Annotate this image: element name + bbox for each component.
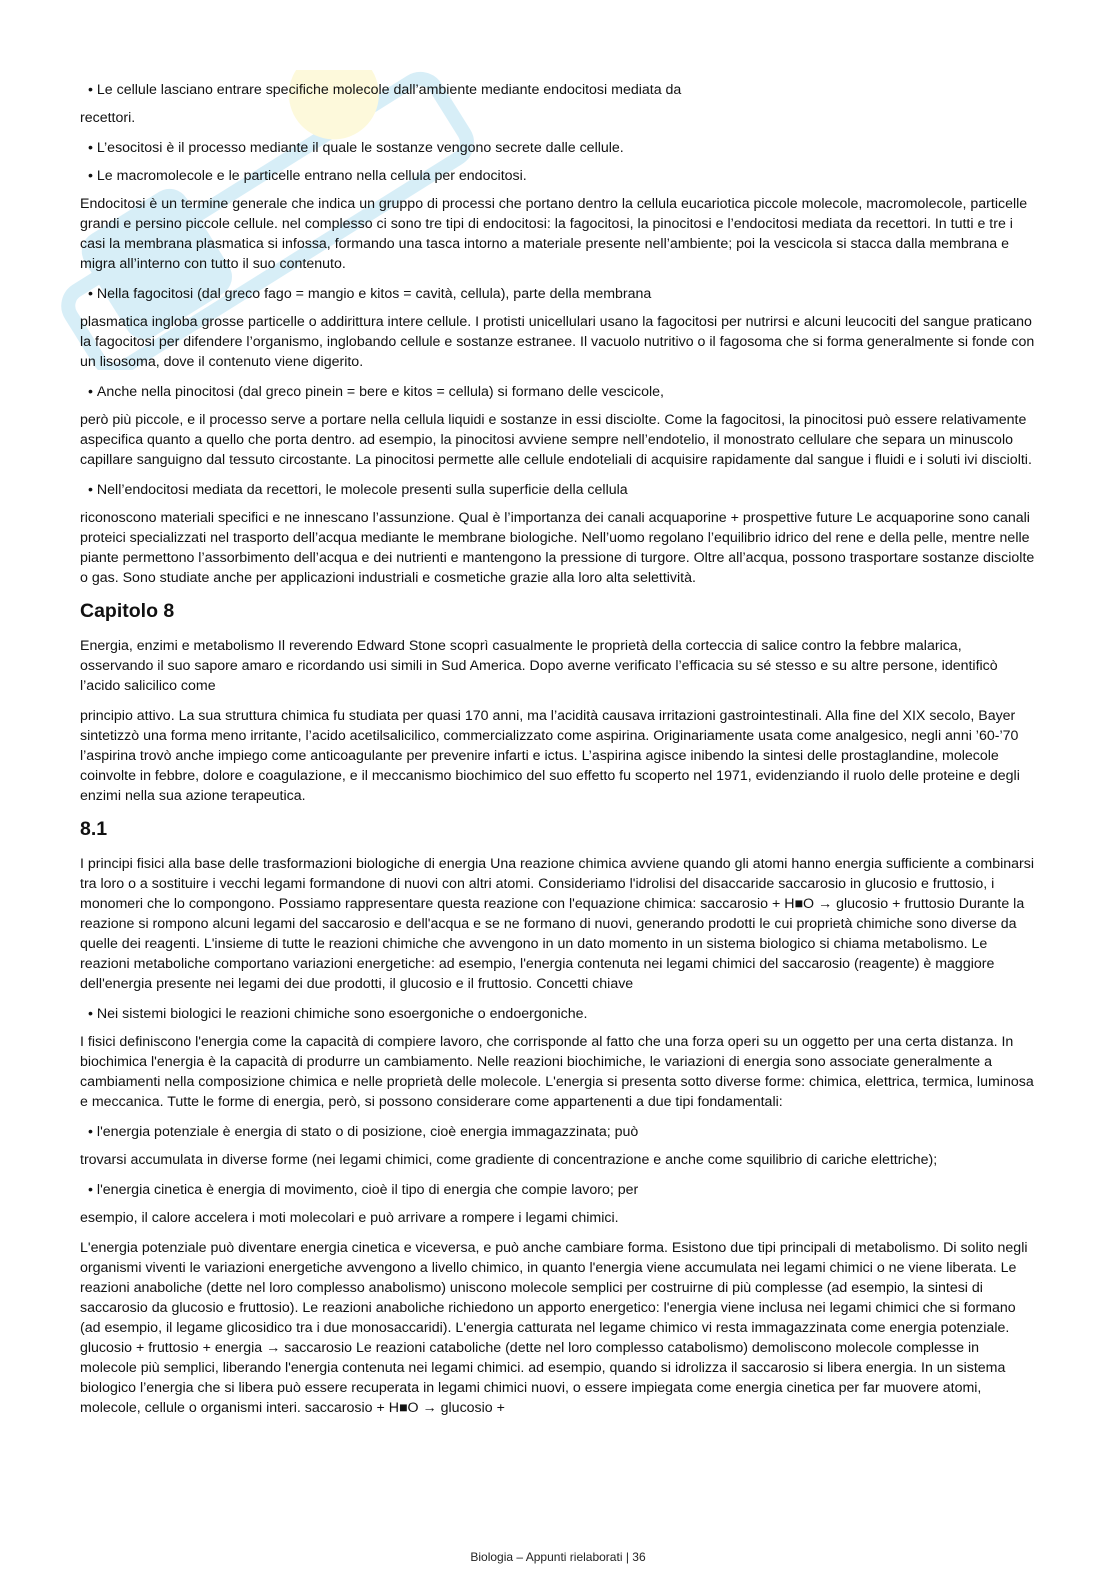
paragraph: recettori. xyxy=(80,110,136,126)
bullet-item: • Nell’endocitosi mediata da recettori, le molecole presenti sulla superficie della cellula xyxy=(80,480,1036,500)
paragraph: plasmatica ingloba grosse particelle o addirittura intere cellule. I protisti unicellulari usano la fagocitosi per nutrirsi e alcuni leucociti del sangue praticano la fagocitosi per difendere l’organismo, inglobando cellule e sostanze estranee. Il vacuolo nutritivo o il fagosoma che si forma generalmente si fonde con un lisosoma, dove il contenuto viene digerito. xyxy=(80,314,1035,370)
paragraph: Endocitosi è un termine generale che indica un gruppo di processi che portano dentro la cellula eucariotica piccole molecole, macromolecole, particelle grandi e persino piccole cellule. nel complesso ci sono tre tipi di endocitosi: la fagocitosi, la pinocitosi e l’endocitosi mediata da recettori. In tutti e tre i casi la membrana plasmatica si infossa, formando una tasca intorno a materiale presente nell’ambiente; poi la vescicola si stacca dalla membrana e migra all’interno con tutto il suo contenuto. xyxy=(80,196,1028,272)
paragraph: L'energia potenziale può diventare energia cinetica e viceversa, e può anche cambiare forma. Esistono due tipi principali di metabolismo. Di solito negli organismi viventi le variazioni energetiche avvengono a livello chimico, in quanto l'energia viene accumulata nei legami chimici o ne viene liberata. Le reazioni anaboliche (dette nel loro complesso anabolismo) uniscono molecole semplici per costruirne di più complesse (ad esempio, la sintesi di saccarosio da glucosio e fruttosio). Le reazioni anaboliche richiedono un apporto energetico: l'energia viene inclusa nei legami chimici che si formano (ad esempio, il legame glicosidico tra i due monosaccaridi). L'energia catturata nel legame chimico vi resta immagazzinata come energia potenziale. glucosio + fruttosio + energia → saccarosio Le reazioni cataboliche (dette nel loro complesso catabolismo) demoliscono molecole complesse in molecole più semplici, liberando l'energia contenuta nei legami chimici. ad esempio, quando si idrolizza il saccarosio si libera energia. In un sistema biologico l’energia che si libera può essere recuperata in legami chimici nuovi, o essere impiegata come energia cinetica per far muovere atomi, molecole, cellule o organismi interi. saccarosio + H■O → glucosio + xyxy=(80,1240,1028,1416)
bullet-item: • l'energia cinetica è energia di movimento, cioè il tipo di energia che compie lavoro; per xyxy=(80,1180,1036,1200)
paragraph: esempio, il calore accelera i moti molecolari e può arrivare a rompere i legami chimici. xyxy=(80,1210,619,1226)
paragraph: principio attivo. La sua struttura chimica fu studiata per quasi 170 anni, ma l’acidità causava irritazioni gastrointestinali. Alla fine del XIX secolo, Bayer sintetizzò una forma meno irritante, l’acido acetilsalicilico, commercializzato come aspirina. Originariamente usata come analgesico, negli anni ’60-’70 l’aspirina trovò anche impiego come anticoagulante per prevenire infarti e ictus. L’aspirina agisce inibendo la sintesi delle prostaglandine, molecole coinvolte in febbre, dolore e coagulazione, e il meccanismo biochimico del suo effetto fu scoperto nel 1971, evidenziando il ruolo delle proteine e degli enzimi nella sua azione terapeutica. xyxy=(80,708,1020,804)
section-heading: 8.1 xyxy=(80,818,108,840)
bullet-item: • l'energia potenziale è energia di stato o di posizione, cioè energia immagazzinata; può xyxy=(80,1122,1036,1142)
paragraph: però più piccole, e il processo serve a portare nella cellula liquidi e sostanze in essi disciolte. Come la fagocitosi, la pinocitosi può essere relativamente aspecifica quanto a quello che porta dentro. ad esempio, la pinocitosi avviene sempre nell’endotelio, il monostrato cellulare che separa un minuscolo capillare sanguigno dal tessuto circostante. La pinocitosi permette alle cellule endoteliali di acquisire rapidamente dal sangue i fluidi e i soluti ivi disciolti. xyxy=(80,412,1032,468)
bullet-item: • Anche nella pinocitosi (dal greco pinein = bere e kitos = cellula) si formano delle vescicole, xyxy=(80,382,1036,402)
paragraph: riconoscono materiali specifici e ne innescano l’assunzione. Qual è l’importanza dei canali acquaporine + prospettive future Le acquaporine sono canali proteici specializzati nel trasporto dell’acqua mediante le membrane biologiche. Nell’uomo regolano l’equilibrio idrico del rene e della pelle, mentre nelle piante permettono l’assorbimento dell’acqua e dei nutrienti e mantengono la pressione di turgore. Oltre all’acqua, possono trasportare sostanze disciolte o gas. Sono studiate anche per applicazioni industriali e cosmetiche grazie alla loro alta selettività. xyxy=(80,510,1035,586)
bullet-item: • Le cellule lasciano entrare specifiche molecole dall’ambiente mediante endocitosi mediata da xyxy=(80,80,1036,100)
paragraph: I principi fisici alla base delle trasformazioni biologiche di energia Una reazione chimica avviene quando gli atomi hanno energia sufficiente a combinarsi tra loro o a sostituire i vecchi legami formandone di nuovi con altri atomi. Consideriamo l'idrolisi del disaccaride saccarosio in glucosio e fruttosio, i monomeri che lo compongono. Possiamo rappresentare questa reazione con l'equazione chimica: saccarosio + H■O → glucosio + fruttosio Durante la reazione si rompono alcuni legami del saccarosio e dell'acqua e se ne formano di nuovi, generando prodotti le cui proprietà chimiche sono diverse da quelle dei reagenti. L'insieme di tutte le reazioni chimiche che avvengono in un dato momento in un sistema biologico si chiama metabolismo. Le reazioni metaboliche comportano variazioni energetiche: ad esempio, l'energia contenuta nei legami chimici del saccarosio (reagente) è maggiore dell'energia presente nei legami dei due prodotti, il glucosio e il fruttosio. Concetti chiave xyxy=(80,856,1034,992)
bullet-item: • L’esocitosi è il processo mediante il quale le sostanze vengono secrete dalle cellule. xyxy=(80,138,1036,158)
bullet-item: • Le macromolecole e le particelle entrano nella cellula per endocitosi. xyxy=(80,166,1036,186)
bullet-item: • Nella fagocitosi (dal greco fago = mangio e kitos = cavità, cellula), parte della membrana xyxy=(80,284,1036,304)
page-footer: Biologia – Appunti rielaborati | 36 xyxy=(470,1550,646,1564)
paragraph: I fisici definiscono l'energia come la capacità di compiere lavoro, che corrisponde al fatto che una forza operi su un oggetto per una certa distanza. In biochimica l'energia è la capacità di produrre un cambiamento. Nelle reazioni biochimiche, le variazioni di energia sono associate generalmente a cambiamenti nella composizione chimica e nelle proprietà delle molecole. L'energia si presenta sotto diverse forme: chimica, elettrica, termica, luminosa e meccanica. Tutte le forme di energia, però, si possono considerare come appartenenti a due tipi fondamentali: xyxy=(80,1034,1034,1110)
paragraph: Energia, enzimi e metabolismo Il reverendo Edward Stone scoprì casualmente le proprietà della corteccia di salice contro la febbre malarica, osservando il suo sapore amaro e ricordando usi simili in Sud America. Dopo averne verificato l’efficacia su sé stesso e su altre persone, identificò l’acido salicilico come xyxy=(80,638,998,694)
paragraph: trovarsi accumulata in diverse forme (nei legami chimici, come gradiente di concentrazione e anche come squilibrio di cariche elettriche); xyxy=(80,1152,938,1168)
section-heading: Capitolo 8 xyxy=(80,600,175,622)
bullet-item: • Nei sistemi biologici le reazioni chimiche sono esoergoniche o endoergoniche. xyxy=(80,1004,1036,1024)
document-body xyxy=(80,80,1036,1428)
